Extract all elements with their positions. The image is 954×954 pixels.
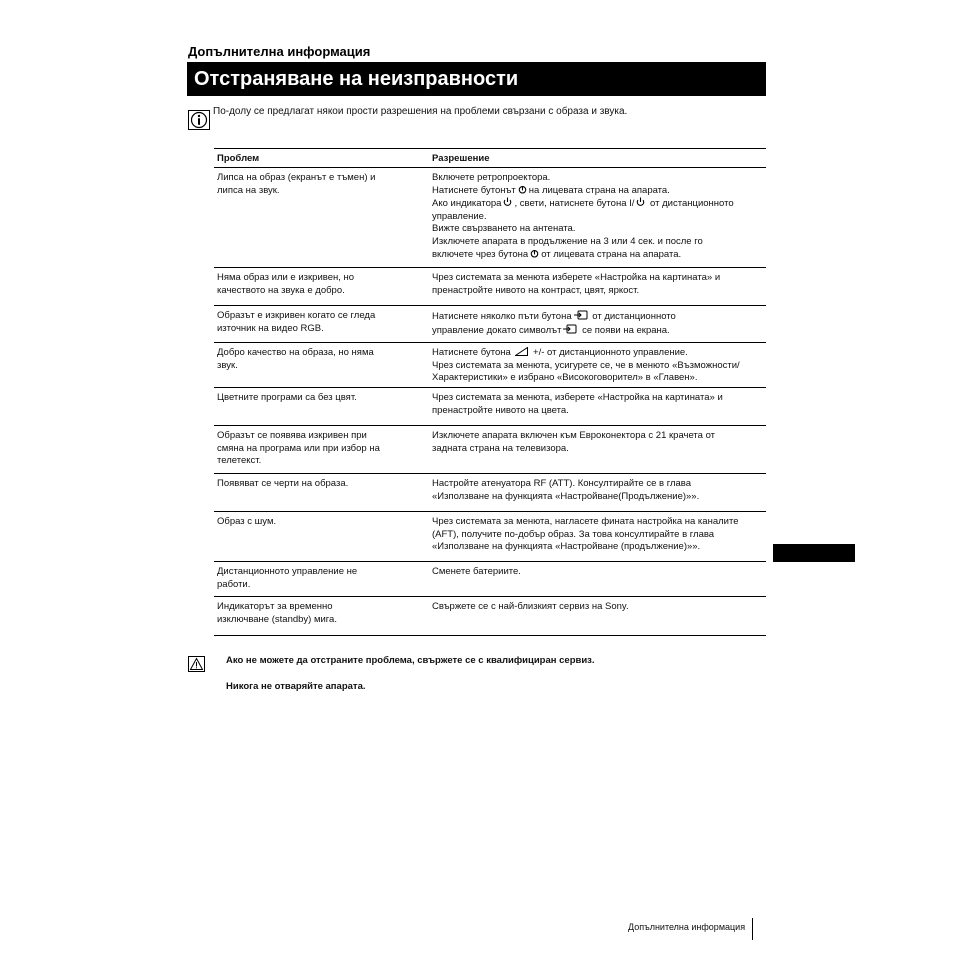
solution-text: +/- от дистанционното управление. <box>530 347 688 358</box>
volume-icon <box>515 347 528 356</box>
solution-line <box>432 392 766 417</box>
solution-line <box>432 185 766 198</box>
solution-cell <box>428 306 766 342</box>
solution-cell <box>428 388 766 425</box>
table-row <box>214 306 766 343</box>
problem-cell: Няма образ или е изкривен, но качеството на звука е добро. <box>217 272 355 296</box>
problem-cell: Образът е изкривен когато се гледа източник на видео RGB. <box>217 310 376 334</box>
input-icon <box>563 324 577 334</box>
page-title: Отстраняване на неизправности <box>187 62 766 96</box>
table-row <box>214 168 766 268</box>
solution-text: Изключете апарата включен към Евроконектора с 21 крачета от задната страна на телевизора. <box>432 430 716 454</box>
solution-text: Вижте свързването на антената. <box>432 223 576 235</box>
solution-line <box>432 430 766 455</box>
solution-line <box>432 310 766 324</box>
power-icon <box>518 185 527 194</box>
solution-line <box>432 272 766 297</box>
solution-text: Настройте атенуатора RF (ATT). Консултирайте се в глава «Използване на функцията «Настройване(Продължение)»». <box>432 478 700 502</box>
solution-text: Чрез системата за менюта, усигурете се, че в менюто «Възможности/ Характеристики» е избрано «Високоговорител» в «Главен». <box>432 359 740 384</box>
solution-line <box>432 172 766 185</box>
solution-text: Натиснете бутонът <box>432 184 516 196</box>
solution-line <box>432 347 766 360</box>
problem-cell: Цветните програми са без цвят. <box>217 392 357 403</box>
table-header <box>214 149 766 168</box>
solution-text: Включете ретропроектора. <box>432 172 551 183</box>
solution-line <box>432 360 766 385</box>
warning-line-2: Никога не отваряйте апарата. <box>226 681 366 692</box>
solution-text: от лицевата страна на апарата. <box>541 248 682 260</box>
power-icon <box>530 249 539 258</box>
info-icon <box>188 110 210 130</box>
table-row <box>214 597 766 636</box>
header-problem: Проблем <box>217 152 260 164</box>
problem-cell: Индикаторът за временно изключване (standby) мига. <box>217 601 337 625</box>
troubleshooting-table <box>214 148 766 636</box>
solution-text: се появи на екрана. <box>579 324 670 336</box>
table-row <box>214 388 766 426</box>
solution-line <box>432 223 766 236</box>
table-row <box>214 343 766 388</box>
solution-line <box>432 516 766 554</box>
solution-text: Чрез системата за менюта, изберете «Настройка на картината» и пренастройте нивото на цвета. <box>432 392 723 416</box>
solution-line <box>432 601 766 614</box>
solution-cell <box>428 562 766 596</box>
table-row <box>214 268 766 306</box>
solution-text: от дистанционното управление. <box>432 198 734 222</box>
solution-cell <box>428 268 766 305</box>
input-icon <box>574 310 588 320</box>
solution-line <box>432 197 766 223</box>
problem-cell: Появяват се черти на образа. <box>217 478 349 489</box>
problem-cell: Образът се появява изкривен при смяна на програма или при избор на телетекст. <box>217 430 380 467</box>
footer-section-label: Допълнителна информация <box>628 922 746 932</box>
problem-cell: Липса на образ (екранът е тъмен) и липса на звук. <box>217 172 376 196</box>
solution-cell <box>428 474 766 511</box>
problem-cell: Дистанционното управление не работи. <box>217 566 358 590</box>
solution-cell <box>428 426 766 473</box>
solution-line <box>432 236 766 249</box>
solution-cell <box>428 512 766 561</box>
solution-text: Чрез системата за менюта, нагласете фината настройка на каналите (AFT), получите по-добър образ. За това консултирайте в глава «Използване на функцията «Настройване (продължение)»». <box>432 516 739 553</box>
solution-text: Натиснете няколко пъти бутона <box>432 311 572 322</box>
solution-line <box>432 324 766 338</box>
solution-text: Натиснете бутона <box>432 347 514 358</box>
solution-text: Чрез системата за менюта изберете «Настройка на картината» и пренастройте нивото на контраст, цвят, яркост. <box>432 272 721 296</box>
solution-text: Ако индикатора <box>432 198 502 210</box>
solution-text: управление докато символът <box>432 324 562 336</box>
footer-divider <box>752 918 753 940</box>
table-row <box>214 512 766 562</box>
table-row <box>214 562 766 597</box>
standby-icon <box>503 197 512 207</box>
solution-line <box>432 566 766 579</box>
problem-cell: Добро качество на образа, но няма звук. <box>217 347 374 371</box>
intro-text: По-долу се предлагат някои прости разрешения на проблеми свързани с образа и звука. <box>213 106 628 117</box>
solution-line <box>432 249 766 262</box>
warning-line-1: Ако не можете да отстраните проблема, свържете се с квалифициран сервиз. <box>226 655 595 666</box>
header-solution: Разрешение <box>432 152 490 164</box>
solution-text: от дистанционното <box>589 311 676 322</box>
solution-cell <box>428 168 766 267</box>
solution-cell <box>428 343 766 387</box>
problem-cell: Образ с шум. <box>217 516 277 527</box>
solution-text: Свържете се с най-близкият сервиз на Sony. <box>432 601 629 612</box>
warning-icon <box>188 656 205 672</box>
standby-icon <box>636 197 645 207</box>
solution-text: на лицевата страна на апарата. <box>528 184 670 196</box>
solution-text: Изключете апарата в продължение на 3 или 4 сек. и после го <box>432 235 703 247</box>
solution-cell <box>428 597 766 635</box>
table-row <box>214 426 766 474</box>
solution-text: , свети, натиснете бутона I/ <box>514 198 635 210</box>
section-tab-marker <box>773 544 855 562</box>
solution-text: Сменете батериите. <box>432 566 521 577</box>
solution-text: включете чрез бутона <box>432 248 529 260</box>
solution-line <box>432 478 766 503</box>
table-row <box>214 474 766 512</box>
section-label: Допълнителна информация <box>188 44 371 59</box>
